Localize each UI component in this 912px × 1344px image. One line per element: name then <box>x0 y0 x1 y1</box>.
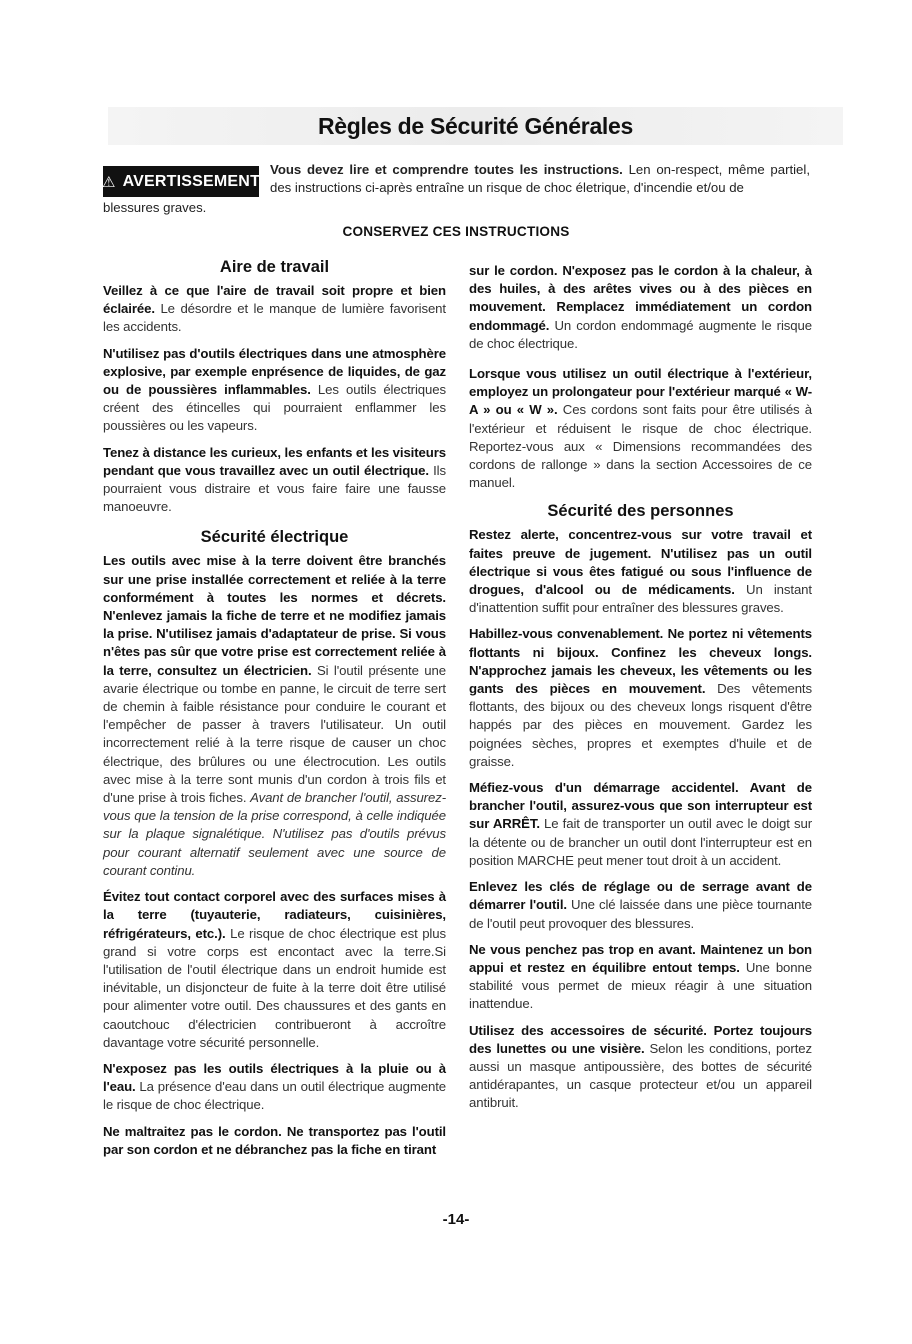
paragraph-bold: Restez alerte, concentrez-vous sur votre travail et faites preuve de jugement. N'utilisez pas un outil électrique si vous êtes fatigué ou sous l'influence de drogues, d'alcool ou de médicaments. <box>469 527 812 598</box>
paragraph-bold: Utilisez des accessoires de sécurité. Portez toujours des lunettes ou une visière. <box>469 1022 812 1056</box>
section-heading-electrical: Sécurité électrique <box>200 528 349 547</box>
paragraph <box>469 625 812 771</box>
paragraph-bold: Habillez-vous convenablement. Ne portez ni vêtements flottants ni bijoux. Confinez les cheveux longs. N'approchez jamais les cheveux, les vêtements ou les gants des pièces en mouvement. <box>469 626 812 697</box>
paragraph-bold: Évitez tout contact corporel avec des surfaces mises à la terre (tuyauterie, radiateurs, cuisinières, réfrigérateurs, etc.). <box>103 889 446 941</box>
warning-triangle-icon: ⚠ <box>101 173 116 191</box>
paragraph <box>469 779 812 870</box>
paragraph-bold: Ne maltraitez pas le cordon. Ne transportez pas l'outil par son cordon et ne débranchez pas la fiche en tirant <box>103 1123 446 1157</box>
warning-badge <box>103 166 259 197</box>
warning-badge-label: AVERTISSEMENT <box>122 172 261 190</box>
page-number: -14- <box>442 1211 470 1228</box>
paragraph-bold: sur le cordon. N'exposez pas le cordon à la chaleur, à des huiles, à des arêtes vives ou à des pièces en mouvement. Remplacez immédiatement un cordon endommagé. <box>469 263 812 333</box>
right-column <box>469 262 812 1121</box>
paragraph-text: Des vêtements flottants, des bijoux ou des cheveux longs risquent d'être happés par des pièces en mouvement. Gardez les poignées sèches, propres et exemptes d'huile et de graisse. <box>469 681 812 769</box>
paragraph-italic: Avant de brancher l'outil, assurez-vous que la tension de la prise correspond, à celle indiquée sur la plaque signalétique. N'utilisez pas d'outils prévus pour courant alternatif seulement avec une source de courant continu. <box>103 790 446 878</box>
paragraph <box>469 365 812 492</box>
paragraph-text: Si l'outil présente une avarie électrique ou tombe en panne, le circuit de terre sert de chemin à faible résistance pour conduire le courant et l'empêcher de passer à travers l'utilisateur. Un outil incorrectement relié à la terre risque de causer un choc électrique, des brûlures ou une électrocution. Les outils avec mise à la terre sont munis d'un cordon à trois fils et d'une prise à trois fiches. <box>103 662 446 806</box>
paragraph-bold: Ne vous penchez pas trop en avant. Maintenez un bon appui et restez en équilibre entout temps. <box>469 941 812 975</box>
paragraph-bold: N'exposez pas les outils électriques à la pluie ou à l'eau. <box>103 1060 446 1095</box>
paragraph-text: La présence d'eau dans un outil électrique augmente le risque de choc électrique. <box>103 1079 446 1113</box>
warning-continuation: blessures graves. <box>103 200 207 215</box>
page-title: Règles de Sécurité Générales <box>317 112 634 139</box>
paragraph <box>469 1022 812 1113</box>
paragraph-bold: Les outils avec mise à la terre doivent être branchés sur une prise installée correctement et reliée à la terre conformément à toutes les normes et décrets. N'enlevez jamais la fiche de terre et ne modifiez jamais la prise. N'utilisez jamais d'adaptateur de prise. Si vous n'êtes pas sûr que votre prise est correctement reliée à la terre, consultez un électricien. <box>103 553 446 678</box>
paragraph-text: Un instant d'inattention suffit pour entraîner des blessures graves. <box>469 582 812 616</box>
paragraph <box>469 262 812 353</box>
paragraph-text: Ils pourraient vous distraire et vous faire faire une fausse manoeuvre. <box>103 462 446 515</box>
paragraph-bold: Méfiez-vous d'un démarrage accidentel. Avant de brancher l'outil, assurez-vous que son interrupteur est sur ARRÊT. <box>469 780 812 832</box>
paragraph-text: Les outils électriques créent des étincelles qui pourraient enflammer les poussières ou les vapeurs. <box>103 382 446 434</box>
paragraph-text: Le désordre et le manque de lumière favorisent les accidents. <box>103 301 446 335</box>
paragraph-bold: Enlevez les clés de réglage ou de serrage avant de démarrer l'outil. <box>469 879 812 913</box>
paragraph-text: Selon les conditions, portez aussi un masque antipoussière, des bottes de sécurité antidérapantes, un casque protecteur et/ou un appareil antibruit. <box>469 1040 812 1111</box>
paragraph-bold: Lorsque vous utilisez un outil électrique à l'extérieur, employez un prolongateur pour l'extérieur marqué « W-A » ou « W ». <box>469 366 812 418</box>
paragraph-text: Une bonne stabilité vous permet de mieux réagir à une situation inattendue. <box>469 959 812 1012</box>
paragraph-text: Un cordon endommagé augmente le risque de choc électrique. <box>469 317 812 351</box>
paragraph-bold: Veillez à ce que l'aire de travail soit propre et bien éclairée. <box>103 283 446 317</box>
paragraph <box>469 941 812 1014</box>
paragraph <box>103 1123 446 1159</box>
paragraph-text: Une clé laissée dans une pièce tournante de l'outil peut provoquer des blessures. <box>469 897 812 931</box>
conserve-instructions: CONSERVEZ CES INSTRUCTIONS <box>342 224 570 239</box>
paragraph <box>103 282 446 337</box>
paragraph-bold: N'utilisez pas d'outils électriques dans une atmosphère explosive, par exemple enprésence de liquides, de gaz ou de poussières inflammables. <box>103 345 446 398</box>
paragraph-text: Ces cordons sont faits pour être utilisés à l'extérieur et réduisent le risque de choc électrique. Reportez-vous aux « Dimensions recommandées des cordons de rallonge » dans la section Accessoires de ce manuel. <box>469 402 813 491</box>
left-column <box>103 258 446 1167</box>
paragraph-text: Le risque de choc électrique est plus grand si votre corps est encontact avec la terre.Si l'utilisation de l'outil électrique dans un endroit humide est inévitable, un disjoncteur de fuite à la terre doit être utilisé pour alimenter votre outil. Des chaussures et des gants en caoutchouc d'électricien contribueront à accroître davantage votre sécurité personnelle. <box>103 925 446 1050</box>
warning-text <box>270 161 810 197</box>
paragraph <box>103 1060 446 1115</box>
paragraph <box>469 878 812 933</box>
section-heading-personal: Sécurité des personnes <box>547 502 734 521</box>
warning-lead-bold: Vous devez lire et comprendre toutes les instructions. <box>270 162 623 177</box>
title-band <box>108 107 843 145</box>
paragraph <box>103 444 446 517</box>
paragraph-bold: Tenez à distance les curieux, les enfants et les visiteurs pendant que vous travaillez avec un outil électrique. <box>103 444 446 478</box>
paragraph <box>103 552 446 880</box>
paragraph <box>103 888 446 1052</box>
paragraph <box>469 526 812 617</box>
warning-lead-text: Len on-respect, même partiel, des instructions ci-après entraîne un risque de choc életrique, d'incendie et/ou de <box>270 162 810 195</box>
paragraph <box>103 345 446 436</box>
section-heading-work-area: Aire de travail <box>219 258 330 276</box>
paragraph-text: Le fait de transporter un outil avec le doigt sur la détente ou de brancher un outil dont l'interrupteur est en position MARCHE peut mener tout droit à un accident. <box>469 816 812 868</box>
